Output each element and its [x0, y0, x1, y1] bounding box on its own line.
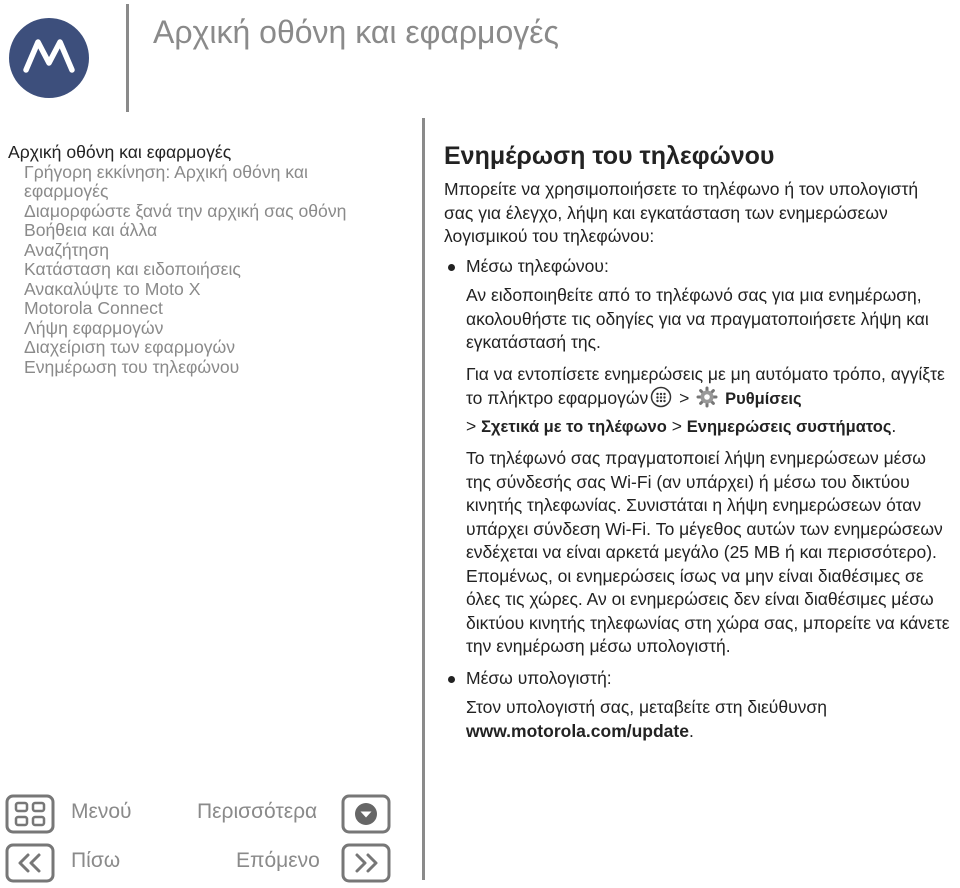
- toc-item[interactable]: Διαχείριση των εφαρμογών: [24, 337, 236, 357]
- motorola-logo: [9, 18, 89, 98]
- gt-separator: >: [679, 388, 690, 408]
- menu-grid-icon[interactable]: [5, 794, 55, 839]
- intro-paragraph: Μπορείτε να χρησιμοποιήσετε το τηλέφωνο ή τον υπολογιστή σας για έλεγχο, λήψη και εγκατάσταση των ενημερώσεων λογισμικού του τηλεφώνου:: [444, 179, 919, 246]
- chevron-down-icon[interactable]: [341, 794, 391, 839]
- settings-label: Ρυθμίσεις: [725, 390, 802, 408]
- update-url-link[interactable]: www.motorola.com/update: [466, 720, 689, 741]
- toc-item[interactable]: Γρήγορη εκκίνηση: Αρχική οθόνη και: [24, 161, 308, 182]
- manual-update-paragraph: [444, 363, 950, 440]
- toc-item[interactable]: Ενημέρωση του τηλεφώνου: [24, 356, 240, 377]
- table-of-contents: [8, 143, 413, 377]
- toc-item[interactable]: Βοήθεια και άλλα: [24, 220, 158, 240]
- apps-grid-icon: [650, 386, 672, 415]
- article: [444, 140, 950, 751]
- toc-item[interactable]: Αναζήτηση: [24, 239, 109, 260]
- gear-icon: [696, 386, 718, 415]
- toc-item[interactable]: Λήψη εφαρμογών: [24, 317, 164, 338]
- more-button[interactable]: Περισσότερα: [197, 800, 318, 823]
- page-title: Αρχική οθόνη και εφαρμογές: [153, 14, 559, 50]
- toc-item[interactable]: Ανακαλύψτε το Moto X: [24, 278, 201, 299]
- download-info-paragraph: Το τηλέφωνό σας πραγματοποιεί λήψη ενημερώσεων μέσω της σύνδεσής σας Wi-Fi (αν υπάρχει) ή μέσω του δικτύου κινητής τηλεφωνίας. Συνιστάται η λήψη ενημερώσεων όταν υπάρχει σύνδεση Wi-Fi. Το μέγεθος αυτών των ενημερώσεων ενδέχεται να είναι αρκετά μεγάλο (25 MB ή και περισσότερο). Επομένως, οι ενημερώσεις ίσως να μην είναι διαθέσιμες σε όλες τις χώρες. Αν οι ενημερώσεις δεν είναι διαθέσιμες μέσω δικτύου κινητής τηλεφωνίας στη χώρα σας, μπορείτε να κάνετε την ενημέρωση μέσω υπολογιστή.: [466, 448, 950, 656]
- system-updates-label: Ενημερώσεις συστήματος: [686, 417, 892, 436]
- toc-item[interactable]: Διαμορφώστε ξανά την αρχική σας οθόνη: [24, 200, 347, 221]
- bullet-computer: Μέσω υπολογιστή:: [444, 667, 950, 691]
- column-divider: [422, 118, 425, 880]
- toc-heading[interactable]: Αρχική οθόνη και εφαρμογές: [8, 142, 232, 162]
- bullet-phone: Μέσω τηλεφώνου:: [444, 255, 950, 279]
- period: .: [688, 720, 694, 741]
- double-chevron-right-icon[interactable]: [341, 843, 391, 888]
- header-divider: [126, 4, 129, 112]
- about-phone-label: Σχετικά με το τηλέφωνο: [481, 417, 667, 436]
- section-title: Ενημέρωση του τηλεφώνου: [444, 142, 775, 170]
- manual-update-text: Για να εντοπίσετε ενημερώσεις με μη αυτόματο τρόπο, αγγίξτε το πλήκτρο εφαρμογών: [466, 363, 945, 408]
- menu-button[interactable]: Μενού: [71, 800, 132, 823]
- period: .: [891, 415, 897, 436]
- computer-text: Στον υπολογιστή σας, μεταβείτε στη διεύθυνση: [466, 697, 827, 717]
- next-button[interactable]: Επόμενο: [236, 849, 320, 872]
- double-chevron-left-icon[interactable]: [5, 843, 55, 888]
- toc-item[interactable]: Κατάσταση και ειδοποιήσεις: [24, 259, 241, 279]
- back-button[interactable]: Πίσω: [71, 849, 121, 872]
- phone-notification-paragraph: Αν ειδοποιηθείτε από το τηλέφωνό σας για μια ενημέρωση, ακολουθήστε τις οδηγίες για να πραγματοποιήσετε λήψη και εγκατάστασή της.: [466, 285, 929, 352]
- gt-separator: >: [671, 415, 682, 436]
- gt-separator: >: [466, 415, 477, 436]
- toc-item[interactable]: Motorola Connect: [24, 298, 163, 318]
- computer-paragraph: [444, 696, 950, 743]
- toc-item[interactable]: εφαρμογές: [24, 181, 109, 201]
